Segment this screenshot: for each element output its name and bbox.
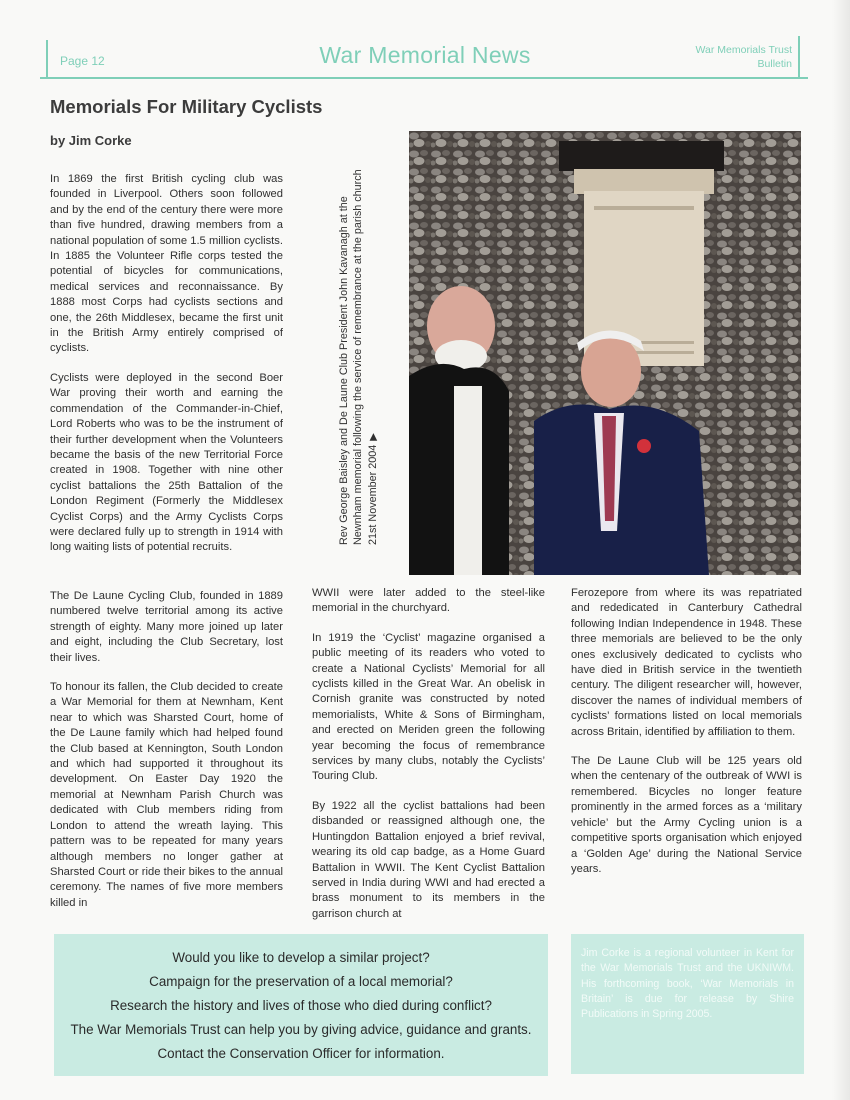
cta-line: Contact the Conservation Officer for information.: [157, 1046, 445, 1061]
cta-line: Research the history and lives of those who died during conflict?: [110, 998, 492, 1013]
man-left-stole: [454, 386, 482, 575]
photo-caption: [337, 145, 387, 545]
column-2: [312, 586, 545, 936]
author-bio-box: [571, 934, 804, 1074]
paragraph: Cyclists were deployed in the second Boer War proving their worth and earning the commendation of the Commander-in-Chief, Lord Roberts who was to be the instrument of their further development when the Volunteers became the basis of the new Territorial Force created in 1908. Together with nine other cyclist battalions the 25th Battalion of the London Regiment (Formerly the Middlesex Cyclist Corps) and the Army Cyclists Corps were declared fully up to strength in 1914 with long waiting lists of potential recruits.: [50, 371, 283, 554]
caption-arrow-icon: ▶: [367, 433, 379, 441]
paragraph: Ferozepore from where its was repatriated and rededicated in Canterbury Cathedral following Indian Independence in 1948. These three memorials are believed to be the only ones exclusively dedicated to cyclists who have died in British service in the twentieth century. The diligent researcher will, however, discover the names of individual members of cyclists’ formations listed on local memorials across Britain, identified by affiliation to them.: [571, 587, 802, 738]
article-byline: by Jim Corke: [50, 133, 132, 148]
masthead-title: War Memorial News: [319, 42, 531, 68]
paragraph: WWII were later added to the steel-like memorial in the churchyard.: [312, 587, 545, 615]
page-edge-shadow: [832, 0, 850, 1100]
paragraph: To honour its fallen, the Club decided to create a War Memorial for them at Newnham, Kent near to which was Sharsted Court, home of the De Laune family which had helped found the Club based at Kennington, South London and which had supported it throughout its development. On Easter Day 1920 the memorial at Newnham Parish Church was dedicated with Club members riding from London to attend the wreath laying. This pattern was to be repeated for many years although members no longer gather at Sharsted Court or ride their bikes to the annual ceremony. The names of five more members killed in: [50, 681, 283, 909]
caption-line-3-wrap: [366, 145, 381, 545]
cta-line: Campaign for the preservation of a local memorial?: [149, 974, 453, 989]
header-rule-right: [798, 36, 800, 78]
paragraph: In 1869 the first British cycling club was founded in Liverpool. Others soon followed and by the end of the century there were more than five hundred, drawing members from a national population of some 1.5 million cyclists. In 1885 the Volunteer Rifle corps tested the potential of bicycles for communications, medical services and reconnaissance. By 1888 most Corps had cyclists sections and one, the 26th Middlesex, became the first unit in the British Army entirely comprised of cyclists.: [50, 173, 283, 355]
caption-line-1: Rev George Baisley and De Laune Club President John Kavanagh at the: [338, 196, 350, 545]
column-1-bottom: [50, 589, 283, 925]
man-right-head: [581, 335, 641, 407]
call-to-action-box: [54, 934, 548, 1076]
caption-line-2: Newnham memorial following the service of remembrance at the parish church: [352, 169, 365, 545]
caption-line-3: 21st November 2004: [366, 444, 379, 545]
paragraph: In 1919 the ‘Cyclist’ magazine organised a public meeting of its readers who voted to create a National Cyclists’ Memorial for all cyclists killed in the Great War. An obelisk in Cornish granite was constructed by noted memorialists, White & Sons of Birmingham, and erected on Meriden green the following year becoming the focus of remembrance services by many clubs, notably the Cyclists’ Touring Club.: [312, 631, 545, 783]
paragraph: The De Laune Cycling Club, founded in 1889 numbered twelve territorial among its active strength of eighty. Many more joined up later and eight, including the Club Secretary, lost their lives.: [50, 590, 283, 664]
author-bio-text: Jim Corke is a regional volunteer in Kent for the War Memorials Trust and the UKNIWM. His forthcoming book, ‘War Memorials in Britain’ is due for release by Shire Publications in Spring 2005.: [581, 947, 794, 1021]
publication-name: [640, 43, 792, 71]
header-rule-left: [46, 40, 48, 78]
cta-line: The War Memorials Trust can help you by giving advice, guidance and grants.: [70, 1022, 532, 1037]
plaque-cap: [559, 141, 724, 171]
header-rule-bottom: [40, 77, 808, 79]
column-3: [571, 586, 802, 891]
page-number: Page 12: [60, 54, 105, 68]
poppy: [637, 439, 651, 453]
publication-line-2: Bulletin: [757, 58, 792, 70]
column-1-top: [50, 172, 283, 570]
memorial-photo: [409, 131, 801, 575]
publication-line-1: War Memorials Trust: [695, 44, 792, 56]
article-title: Memorials For Military Cyclists: [50, 96, 323, 117]
paragraph: By 1922 all the cyclist battalions had been disbanded or reassigned although one, the Huntingdon Battalion enjoyed a brief revival, wearing its old cap badge, as a Home Guard Battalion in WWII. The Kent Cyclist Battalion served in India during WWI and had erected a brass monument to its members in the garrison church at: [312, 799, 545, 920]
paragraph: The De Laune Club will be 125 years old when the centenary of the outbreak of WWI is remembered. Bicycles no longer feature prominently in the armed forces as a ‘military vehicle’ but the Army Cycling union is a competitive sports organisation which enjoyed a ‘Golden Age’ during the National Service years.: [571, 755, 802, 875]
cta-line: Would you like to develop a similar project?: [172, 950, 430, 965]
